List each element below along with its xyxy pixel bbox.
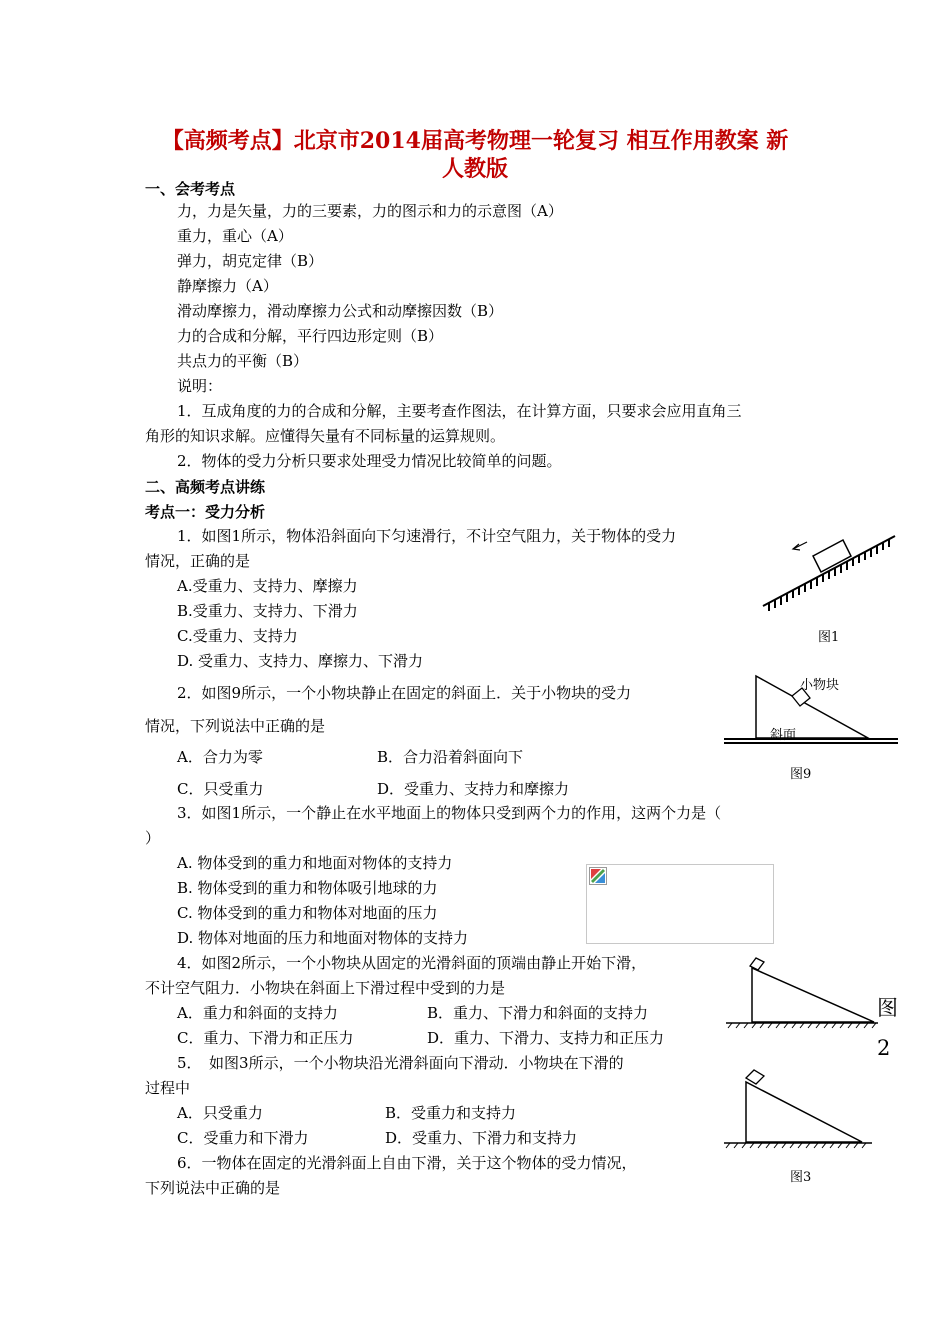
note1-line1: 1．互成角度的力的合成和分解，主要考查作图法，在计算方面，只要求会应用直角三 bbox=[177, 402, 742, 420]
q3-option-d: D. 物体对地面的压力和地面对物体的支持力 bbox=[177, 929, 469, 947]
q4-option-c: C．重力、下滑力和正压力 bbox=[177, 1029, 354, 1047]
missing-image-placeholder bbox=[586, 864, 774, 944]
syllabus-item: 重力，重心（A） bbox=[177, 227, 293, 245]
figure-3-caption: 图3 bbox=[790, 1170, 812, 1185]
q2-option-d: D．受重力、支持力和摩擦力 bbox=[377, 780, 570, 798]
syllabus-item: 静摩擦力（A） bbox=[177, 277, 278, 295]
figure-9-caption: 图9 bbox=[790, 767, 812, 782]
note-label: 说明： bbox=[177, 377, 223, 395]
topic1-heading: 考点一：受力分析 bbox=[145, 503, 266, 521]
figure-2-number: 2 bbox=[877, 1036, 891, 1060]
q4-option-d: D．重力、下滑力、支持力和正压力 bbox=[427, 1029, 665, 1047]
q5-option-d: D．受重力、下滑力和支持力 bbox=[385, 1129, 578, 1147]
syllabus-item: 力的合成和分解，平行四边形定则（B） bbox=[177, 327, 444, 345]
q3-option-a: A. 物体受到的重力和地面对物体的支持力 bbox=[177, 854, 453, 872]
q1-option-c: C.受重力、支持力 bbox=[177, 627, 298, 645]
q2-option-b: B．合力沿着斜面向下 bbox=[377, 748, 524, 766]
label-small-block: 小物块 bbox=[800, 678, 840, 693]
q5-option-b: B．受重力和支持力 bbox=[385, 1104, 517, 1122]
q3-stem-line1: 3．如图1所示，一个静止在水平地面上的物体只受到两个力的作用，这两个力是（ bbox=[177, 804, 722, 822]
q2-stem-line1: 2．如图9所示，一个小物块静止在固定的斜面上．关于小物块的受力 bbox=[177, 684, 632, 702]
syllabus-item: 力，力是矢量，力的三要素，力的图示和力的示意图（A） bbox=[177, 202, 563, 220]
q4-option-b: B．重力、下滑力和斜面的支持力 bbox=[427, 1004, 649, 1022]
q5-stem-line2: 过程中 bbox=[145, 1079, 191, 1097]
q1-option-d: D. 受重力、支持力、摩擦力、下滑力 bbox=[177, 652, 424, 670]
q1-stem-line2: 情况，正确的是 bbox=[145, 552, 251, 570]
q4-stem-line1: 4．如图2所示，一个小物块从固定的光滑斜面的顶端由静止开始下滑， bbox=[177, 954, 647, 972]
q2-stem-line2: 情况，下列说法中正确的是 bbox=[145, 717, 326, 735]
syllabus-item: 弹力，胡克定律（B） bbox=[177, 252, 324, 270]
q4-option-a: A．重力和斜面的支持力 bbox=[177, 1004, 338, 1022]
syllabus-item: 滑动摩擦力，滑动摩擦力公式和动摩擦因数（B） bbox=[177, 302, 504, 320]
figure-3-incline bbox=[722, 1064, 882, 1154]
figure-1-incline bbox=[755, 518, 905, 618]
section2-heading: 二、高频考点讲练 bbox=[145, 478, 266, 496]
q1-stem-line1: 1．如图1所示，物体沿斜面向下匀速滑行，不计空气阻力，关于物体的受力 bbox=[177, 527, 677, 545]
q1-option-a: A.受重力、支持力、摩擦力 bbox=[177, 577, 358, 595]
note2: 2．物体的受力分析只要求处理受力情况比较简单的问题。 bbox=[177, 452, 562, 470]
q5-option-c: C．受重力和下滑力 bbox=[177, 1129, 309, 1147]
q2-option-a: A．合力为零 bbox=[177, 748, 263, 766]
q3-stem-line2: ） bbox=[145, 829, 161, 847]
q2-option-c: C．只受重力 bbox=[177, 780, 264, 798]
q3-option-b: B. 物体受到的重力和物体吸引地球的力 bbox=[177, 879, 438, 897]
q3-option-c: C. 物体受到的重力和物体对地面的压力 bbox=[177, 904, 438, 922]
q1-option-b: B.受重力、支持力、下滑力 bbox=[177, 602, 358, 620]
page-title-line2: 人教版 bbox=[441, 156, 508, 182]
label-slope: 斜面 bbox=[770, 728, 797, 743]
note1-line2: 角形的知识求解。应懂得矢量有不同标量的运算规则。 bbox=[145, 427, 506, 445]
section1-heading: 一、会考考点 bbox=[145, 180, 236, 198]
syllabus-item: 共点力的平衡（B） bbox=[177, 352, 309, 370]
broken-image-icon bbox=[589, 867, 607, 885]
q4-stem-line2: 不计空气阻力．小物块在斜面上下滑过程中受到的力是 bbox=[145, 979, 506, 997]
q6-stem-line1: 6．一物体在固定的光滑斜面上自由下滑，关于这个物体的受力情况， bbox=[177, 1154, 637, 1172]
figure-1-caption: 图1 bbox=[818, 630, 840, 645]
q5-stem-line1: 5． 如图3所示，一个小物块沿光滑斜面向下滑动．小物块在下滑的 bbox=[177, 1054, 624, 1072]
figure-2-caption: 图 bbox=[877, 996, 898, 1020]
q6-stem-line2: 下列说法中正确的是 bbox=[145, 1179, 281, 1197]
page-title-line1: 【高频考点】北京市2014届高考物理一轮复习 相互作用教案 新 bbox=[161, 128, 789, 154]
figure-2-incline bbox=[722, 954, 882, 1034]
q5-option-a: A．只受重力 bbox=[177, 1104, 263, 1122]
